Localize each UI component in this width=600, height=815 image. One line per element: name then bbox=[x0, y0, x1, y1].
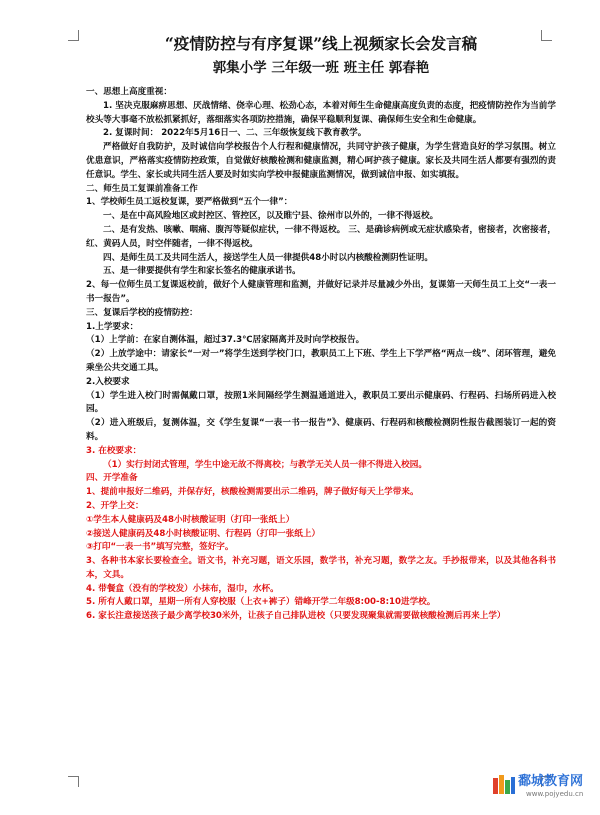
paragraph: 二、是有发热、咳嗽、咽痛、腹泻等疑似症状，一律不得返校。 三、是确诊病例或无症状感染者，密接者，次密接者，红、黄码人员，时空伴随者，一律不得返校。 bbox=[86, 224, 556, 249]
watermark-name: 鄱城教育网 bbox=[518, 774, 584, 789]
document-title: “疫情防控与有序复课”线上视频家长会发言稿 bbox=[164, 34, 478, 53]
watermark-url: www.pojyedu.cn bbox=[526, 790, 584, 798]
site-watermark-logo bbox=[492, 768, 596, 806]
paragraph: 二、师生员工复课前准备工作 bbox=[86, 183, 198, 194]
paragraph: 2.入校要求 bbox=[86, 376, 130, 387]
paragraph: 三、复课后学校的疫情防控： bbox=[86, 307, 198, 318]
paragraph: 1、学校师生员工返校复课，要严格做到“五个一律”： bbox=[86, 197, 293, 208]
margin-mark-top-left bbox=[68, 30, 79, 41]
paragraph: （1）学生进入校门时需佩戴口罩，按照1米间隔经学生测温通道进入，教职员工要出示健康码、行程码、扫场所码进入校园。 bbox=[86, 390, 556, 415]
document-subtitle: 郭集小学 三年级一班 班主任 郭春艳 bbox=[212, 60, 430, 76]
paragraph: 2、开学上交： bbox=[86, 500, 144, 511]
paragraph: 五、是一律要提供有学生和家长签名的健康承诺书。 bbox=[103, 266, 301, 277]
paragraph: 严格做好自我防护，及时诚信向学校报告个人行程和健康情况，共同守护孩子健康，为学生营造良好的学习氛围。树立优患意识，严格落实疫情防控政策，自觉做好核酸检测和健康监测，精心呵护孩子健康。家长及共同生活人都要有强烈的责任意识。学生、家长或共同生活人要及时如实向学校申报健康监测情况，做到诚信申报、如实填报。 bbox=[86, 142, 556, 180]
paragraph: 2、每一位师生员工复课返校前，做好个人健康管理和监测，并做好记录并尽量减少外出，复课第一天师生员工上交“一表一书一报告”。 bbox=[86, 280, 556, 304]
paragraph: ③打印“一表一书”填写完整，签好字。 bbox=[86, 542, 234, 553]
paragraph: （2）进入班级后，复测体温，交《学生复课“一表一书一报告”》、健康码、行程码和核酸检测阴性报告截图装订一起的资料。 bbox=[86, 418, 556, 442]
document-body bbox=[86, 34, 556, 624]
paragraph: ①学生本人健康码及48小时核酸证明（打印一张纸上） bbox=[86, 514, 295, 525]
paragraph: 2. 复课时间： 2022年5月16日一、二、三年级恢复线下教育教学。 bbox=[103, 128, 367, 139]
books-icon bbox=[492, 772, 516, 796]
paragraph: 3. 在校要求： bbox=[86, 445, 142, 456]
paragraph: 1. 坚决克服麻痹思想、厌战情绪、侥幸心理、松劲心态，本着对师生生命健康高度负责的态度，把疫情防控作为当前学校头等大事毫不放松抓紧抓好，落细落实各项防控措施，确保平稳顺利复课、确保师生安全和生命健康。 bbox=[86, 100, 556, 125]
paragraph: （2）上放学途中：请家长“一对一”将学生送到学校门口，教职员工上下班、学生上下学严格“两点一线”、闭环管理，避免乘坐公共交通工具。 bbox=[86, 349, 556, 373]
paragraph: 5. 所有人戴口罩，星期一所有人穿校服（上衣+裤子）错峰开学二年级8:00-8:10进学校。 bbox=[86, 597, 436, 608]
paragraph: 6. 家长注意接送孩子最少离学校30米外，让孩子自己排队进校（只要发现聚集就需要做核酸检测后再来上学） bbox=[86, 611, 506, 622]
paragraph-list bbox=[86, 86, 556, 624]
paragraph: 1、提前申报好二维码，并保存好，核酸检测需要出示二维码，牌子做好每天上学带来。 bbox=[86, 487, 419, 498]
paragraph: （1）实行封闭式管理，学生中途无故不得离校；与教学无关人员一律不得进入校园。 bbox=[103, 459, 427, 470]
paragraph: 一、思想上高度重视： bbox=[86, 87, 172, 97]
paragraph: 四、开学准备 bbox=[86, 473, 138, 484]
paragraph: 四、是师生员工及共同生活人，接送学生人员一律提供48小时以内核酸检测阴性证明。 bbox=[103, 252, 433, 263]
paragraph: 1.上学要求： bbox=[86, 321, 139, 332]
paragraph: （1）上学前：在家自测体温，超过37.3℃居家隔离并及时向学校报告。 bbox=[86, 335, 365, 346]
paragraph: ②接送人健康码及48小时核酸证明、行程码（打印一张纸上） bbox=[86, 528, 321, 539]
paragraph: 4. 带餐盒（没有的学校发）小抹布，湿巾，水杯。 bbox=[86, 583, 279, 594]
paragraph: 一、是在中高风险地区或封控区、管控区，以及睢宁县、徐州市以外的，一律不得返校。 bbox=[103, 211, 439, 222]
paragraph: 3、各种书本家长要检查全。语文书，补充习题，语文乐园，数学书，补充习题，数学之友。手抄报带来，以及其他各科书本，文具。 bbox=[86, 556, 556, 580]
margin-mark-bottom-left bbox=[68, 776, 79, 787]
